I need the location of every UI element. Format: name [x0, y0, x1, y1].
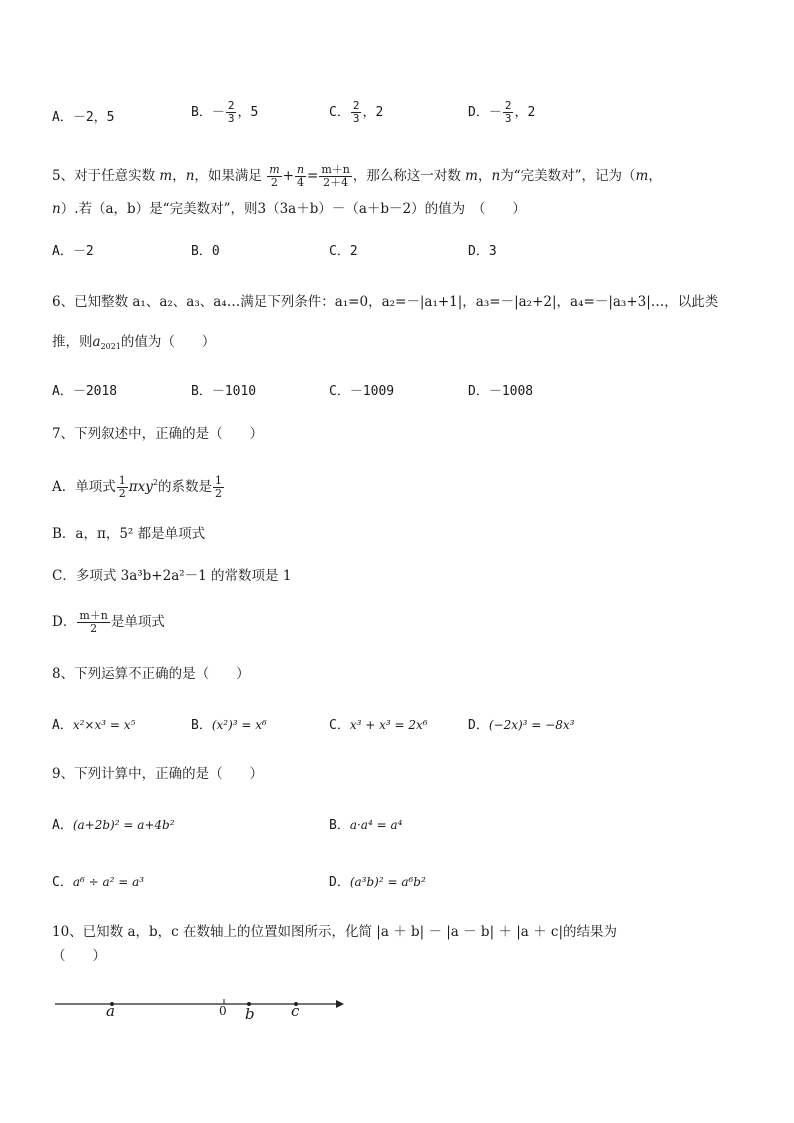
q4-option-a: A．－2，5 [52, 110, 115, 125]
q8-option-c: C．x³ + x³ = 2x⁶ [329, 718, 428, 733]
q5-option-b: B．0 [191, 244, 220, 259]
q5-option-c: C．2 [329, 244, 358, 259]
q7-option-b: B．a，π，5² 都是单项式 [52, 526, 206, 542]
label-a: a [106, 1002, 115, 1020]
q6-option-a: A．－2018 [52, 384, 118, 399]
q9-option-c: C．a⁶ ÷ a² = a³ [52, 875, 145, 890]
q5-option-a: A．－2 [52, 244, 94, 259]
q6-option-c: C．－1009 [329, 384, 395, 399]
q9-option-a: A．(a+2b)² = a+4b² [52, 818, 175, 833]
q6-line2: 推，则$a_{2021}$的值为（ ） [52, 334, 216, 351]
label-zero: 0 [219, 1004, 227, 1018]
q8-title: 8、下列运算不正确的是（ ） [52, 666, 250, 682]
q6-line1: 6、已知整数 a₁、a₂、a₃、a₄…满足下列条件：a₁=0，a₂=－|a₁+1|，a₃=－|a₂+2|，a₄=－|a₃+3|…，以此类 [52, 294, 719, 310]
q6-option-d: D．－1008 [468, 384, 534, 399]
q7-title: 7、下列叙述中，正确的是（ ） [52, 426, 264, 442]
number-line [0, 990, 794, 1030]
q4-option-c: C． $\frac{2}{3}$ ，2 [329, 99, 384, 125]
q4-option-d: D．－ $\frac{2}{3}$ ，2 [468, 99, 536, 125]
q5-option-d: D．3 [468, 244, 497, 259]
q7-option-a: A．单项式 $\frac{1}{2}$ πxy$^2$的系数是 $\frac{1}{2}$ [52, 474, 222, 500]
q8-option-b: B．(x²)³ = x⁶ [191, 718, 267, 733]
number-line-arrow [336, 1000, 344, 1008]
q4-option-b: B．－ $\frac{2}{3}$ ，5 [191, 99, 259, 125]
q9-option-b: B．a·a⁴ = a⁴ [329, 818, 403, 833]
q7-option-c: C．多项式 3a³b+2a²－1 的常数项是 1 [52, 568, 292, 584]
label-c: c [291, 1002, 300, 1020]
label-b: b [245, 1005, 255, 1023]
q5-line1: 5、对于任意实数 m，n，如果满足 $\frac{m}{2}$ + $\frac{n}{4}$ = $\frac{m+n}{2+4}$ ，那么称这一对数 m，n为“完美数对”，记为（m， [52, 163, 662, 189]
q10-line1: 10、已知数 a，b，c 在数轴上的位置如图所示，化简 |a ＋ b| － |a － b| ＋ |a ＋ c|的结果为 [52, 924, 617, 940]
q9-title: 9、下列计算中，正确的是（ ） [52, 766, 264, 782]
q6-option-b: B．－1010 [191, 384, 257, 399]
q5-line2: n）.若（a，b）是“完美数对”，则3（3a＋b）－（a＋b－2）的值为 （ ） [52, 201, 526, 217]
q10-line2: （ ） [52, 948, 106, 964]
q9-option-d: D．(a³b)² = a⁶b² [329, 875, 426, 890]
q8-option-a: A．x²×x³ = x⁵ [52, 718, 136, 733]
q8-option-d: D．(−2x)³ = −8x³ [468, 718, 575, 733]
q7-option-d: D． $\frac{m+n}{2}$ 是单项式 [52, 609, 165, 635]
